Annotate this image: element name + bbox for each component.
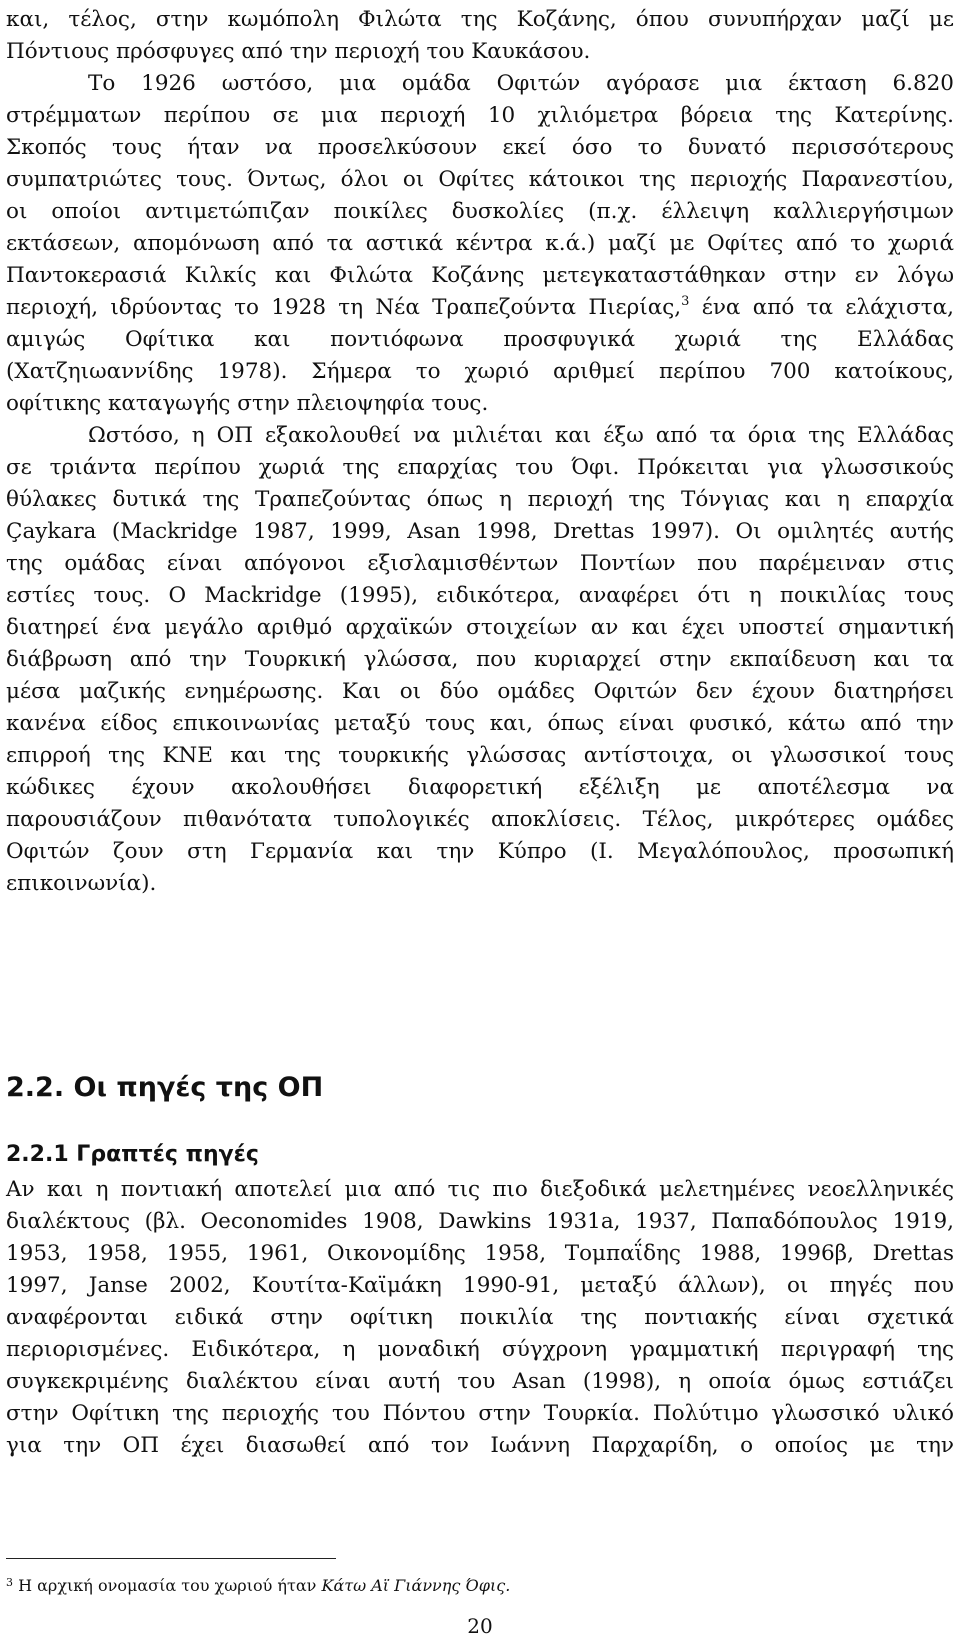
text-line: θύλακες δυτικά της Τραπεζούντας όπως η περιοχή της Τόνγιας και η επαρχία (6, 487, 954, 512)
page-number: 20 (467, 1614, 493, 1638)
text-line: διατηρεί ένα μεγάλο αριθμό αρχαϊκών στοιχείων αν και έχει υποστεί σημαντική (6, 615, 954, 640)
text-line: Σκοπός τους ήταν να προσελκύσουν εκεί όσο το δυνατό περισσότερους (6, 135, 954, 160)
text-line: διαλέκτους (βλ. Oeconomides 1908, Dawkins 1931a, 1937, Παπαδόπουλος 1919, (6, 1209, 954, 1234)
subsection-heading: 2.2.1 Γραπτές πηγές (6, 1142, 259, 1167)
text-line: κώδικες έχουν ακολουθήσει διαφορετική εξέλιξη με αποτέλεσμα να (6, 775, 954, 800)
text-line: διάβρωση από την Τουρκική γλώσσα, που κυριαρχεί στην εκπαίδευση και τα (6, 647, 954, 672)
footnote-separator (6, 1558, 336, 1559)
text-line: (Χατζηιωαννίδης 1978). Σήμερα το χωριό αριθμεί περίπου 700 κατοίκους, (6, 359, 954, 384)
text-line: εκτάσεων, απομόνωση από τα αστικά κέντρα κ.ά.) μαζί με Οφίτες από το χωριά (6, 231, 954, 256)
text-line: Παντοκερασιά Κιλκίς και Φιλώτα Κοζάνης μετεγκαταστάθηκαν στην εν λόγω (6, 263, 954, 288)
text-segment: περιοχή, ιδρύοντας το 1928 τη Νέα Τραπεζούντα Πιερίας, (6, 295, 682, 320)
text-line: περιορισμένες. Ειδικότερα, η μοναδική σύγχρονη γραμματική περιγραφή της (6, 1337, 954, 1362)
text-line: συμπατριώτες τους. Όντως, όλοι οι Οφίτες κάτοικοι της περιοχής Παρανεστίου, (6, 167, 954, 192)
text-line: επιρροή της ΚΝΕ και της τουρκικής γλώσσας αντίστοιχα, οι γλωσσικοί τους (6, 743, 954, 768)
text-line: για την ΟΠ έχει διασωθεί από τον Ιωάννη Παρχαρίδη, ο οποίος με την (6, 1433, 954, 1458)
text-line: συγκεκριμένης διαλέκτου είναι αυτή του Asan (1998), η οποία όμως εστιάζει (6, 1369, 954, 1394)
text-segment: ένα από τα ελάχιστα, (689, 295, 954, 320)
text-line: σε τριάντα περίπου χωριά της επαρχίας του Όφι. Πρόκειται για γλωσσικούς (6, 455, 954, 480)
text-line: Πόντιους πρόσφυγες από την περιοχή του Καυκάσου. (6, 39, 591, 64)
text-line: της ομάδας είναι απόγονοι εξισλαμισθέντων Ποντίων που παρέμειναν στις (6, 551, 954, 576)
text-line (6, 292, 954, 324)
text-line: εστίες τους. Ο Mackridge (1995), ειδικότερα, αναφέρει ότι η ποικιλίας τους (6, 583, 954, 608)
text-line: Οφιτών ζουν στη Γερμανία και την Κύπρο (Ι. Μεγαλόπουλος, προσωπική (6, 839, 954, 864)
text-line: κανένα είδος επικοινωνίας μεταξύ τους και, όπως είναι φυσικό, κάτω από την (6, 711, 954, 736)
text-line: οι οποίοι αντιμετώπιζαν ποικίλες δυσκολίες (π.χ. έλλειψη καλλιεργήσιμων (6, 199, 954, 224)
text-line: αναφέρονται ειδικά στην οφίτικη ποικιλία της ποντιακής είναι σχετικά (6, 1305, 954, 1330)
section-heading: 2.2. Οι πηγές της ΟΠ (6, 1072, 324, 1103)
text-line: επικοινωνία). (6, 871, 157, 896)
footnote-italic-text: Κάτω Αϊ Γιάννης Όφις. (321, 1576, 511, 1595)
text-line: στρέμματων περίπου σε μια περιοχή 10 χιλιόμετρα βόρεια της Κατερίνης. (6, 103, 954, 128)
footnote-text: Η αρχική ονομασία του χωριού ήταν (13, 1576, 322, 1595)
text-line: 1953, 1958, 1955, 1961, Οικονομίδης 1958, Τομπαΐδης 1988, 1996β, Drettas (6, 1241, 954, 1266)
text-line: αμιγώς Οφίτικα και ποντιόφωνα προσφυγικά χωριά της Ελλάδας (6, 327, 954, 352)
footnote-mark: 3 (6, 1576, 13, 1589)
text-line: παρουσιάζουν πιθανότατα τυπολογικές αποκλίσεις. Τέλος, μικρότερες ομάδες (6, 807, 954, 832)
footnote (6, 1574, 510, 1598)
footnote-reference[interactable]: 3 (681, 294, 690, 309)
text-line: στην Οφίτικη της περιοχής του Πόντου στην Τουρκία. Πολύτιμο γλωσσικό υλικό (6, 1401, 954, 1426)
text-line: Το 1926 ωστόσο, μια ομάδα Οφιτών αγόρασε μια έκταση 6.820 (88, 71, 954, 96)
text-line: Çaykara (Mackridge 1987, 1999, Asan 1998, Drettas 1997). Οι ομιλητές αυτής (6, 519, 954, 544)
text-line: οφίτικης καταγωγής στην πλειοψηφία τους. (6, 391, 489, 416)
text-line: 1997, Janse 2002, Κουτίτα-Καϊμάκη 1990-91, μεταξύ άλλων), οι πηγές που (6, 1273, 954, 1298)
text-line: και, τέλος, στην κωμόπολη Φιλώτα της Κοζάνης, όπου συνυπήρχαν μαζί με (6, 7, 954, 32)
text-line: μέσα μαζικής ενημέρωσης. Και οι δύο ομάδες Οφιτών δεν έχουν διατηρήσει (6, 679, 954, 704)
text-line: Αν και η ποντιακή αποτελεί μια από τις πιο διεξοδικά μελετημένες νεοελληνικές (6, 1177, 954, 1202)
text-line: Ωστόσο, η ΟΠ εξακολουθεί να μιλιέται και έξω από τα όρια της Ελλάδας (88, 423, 954, 448)
